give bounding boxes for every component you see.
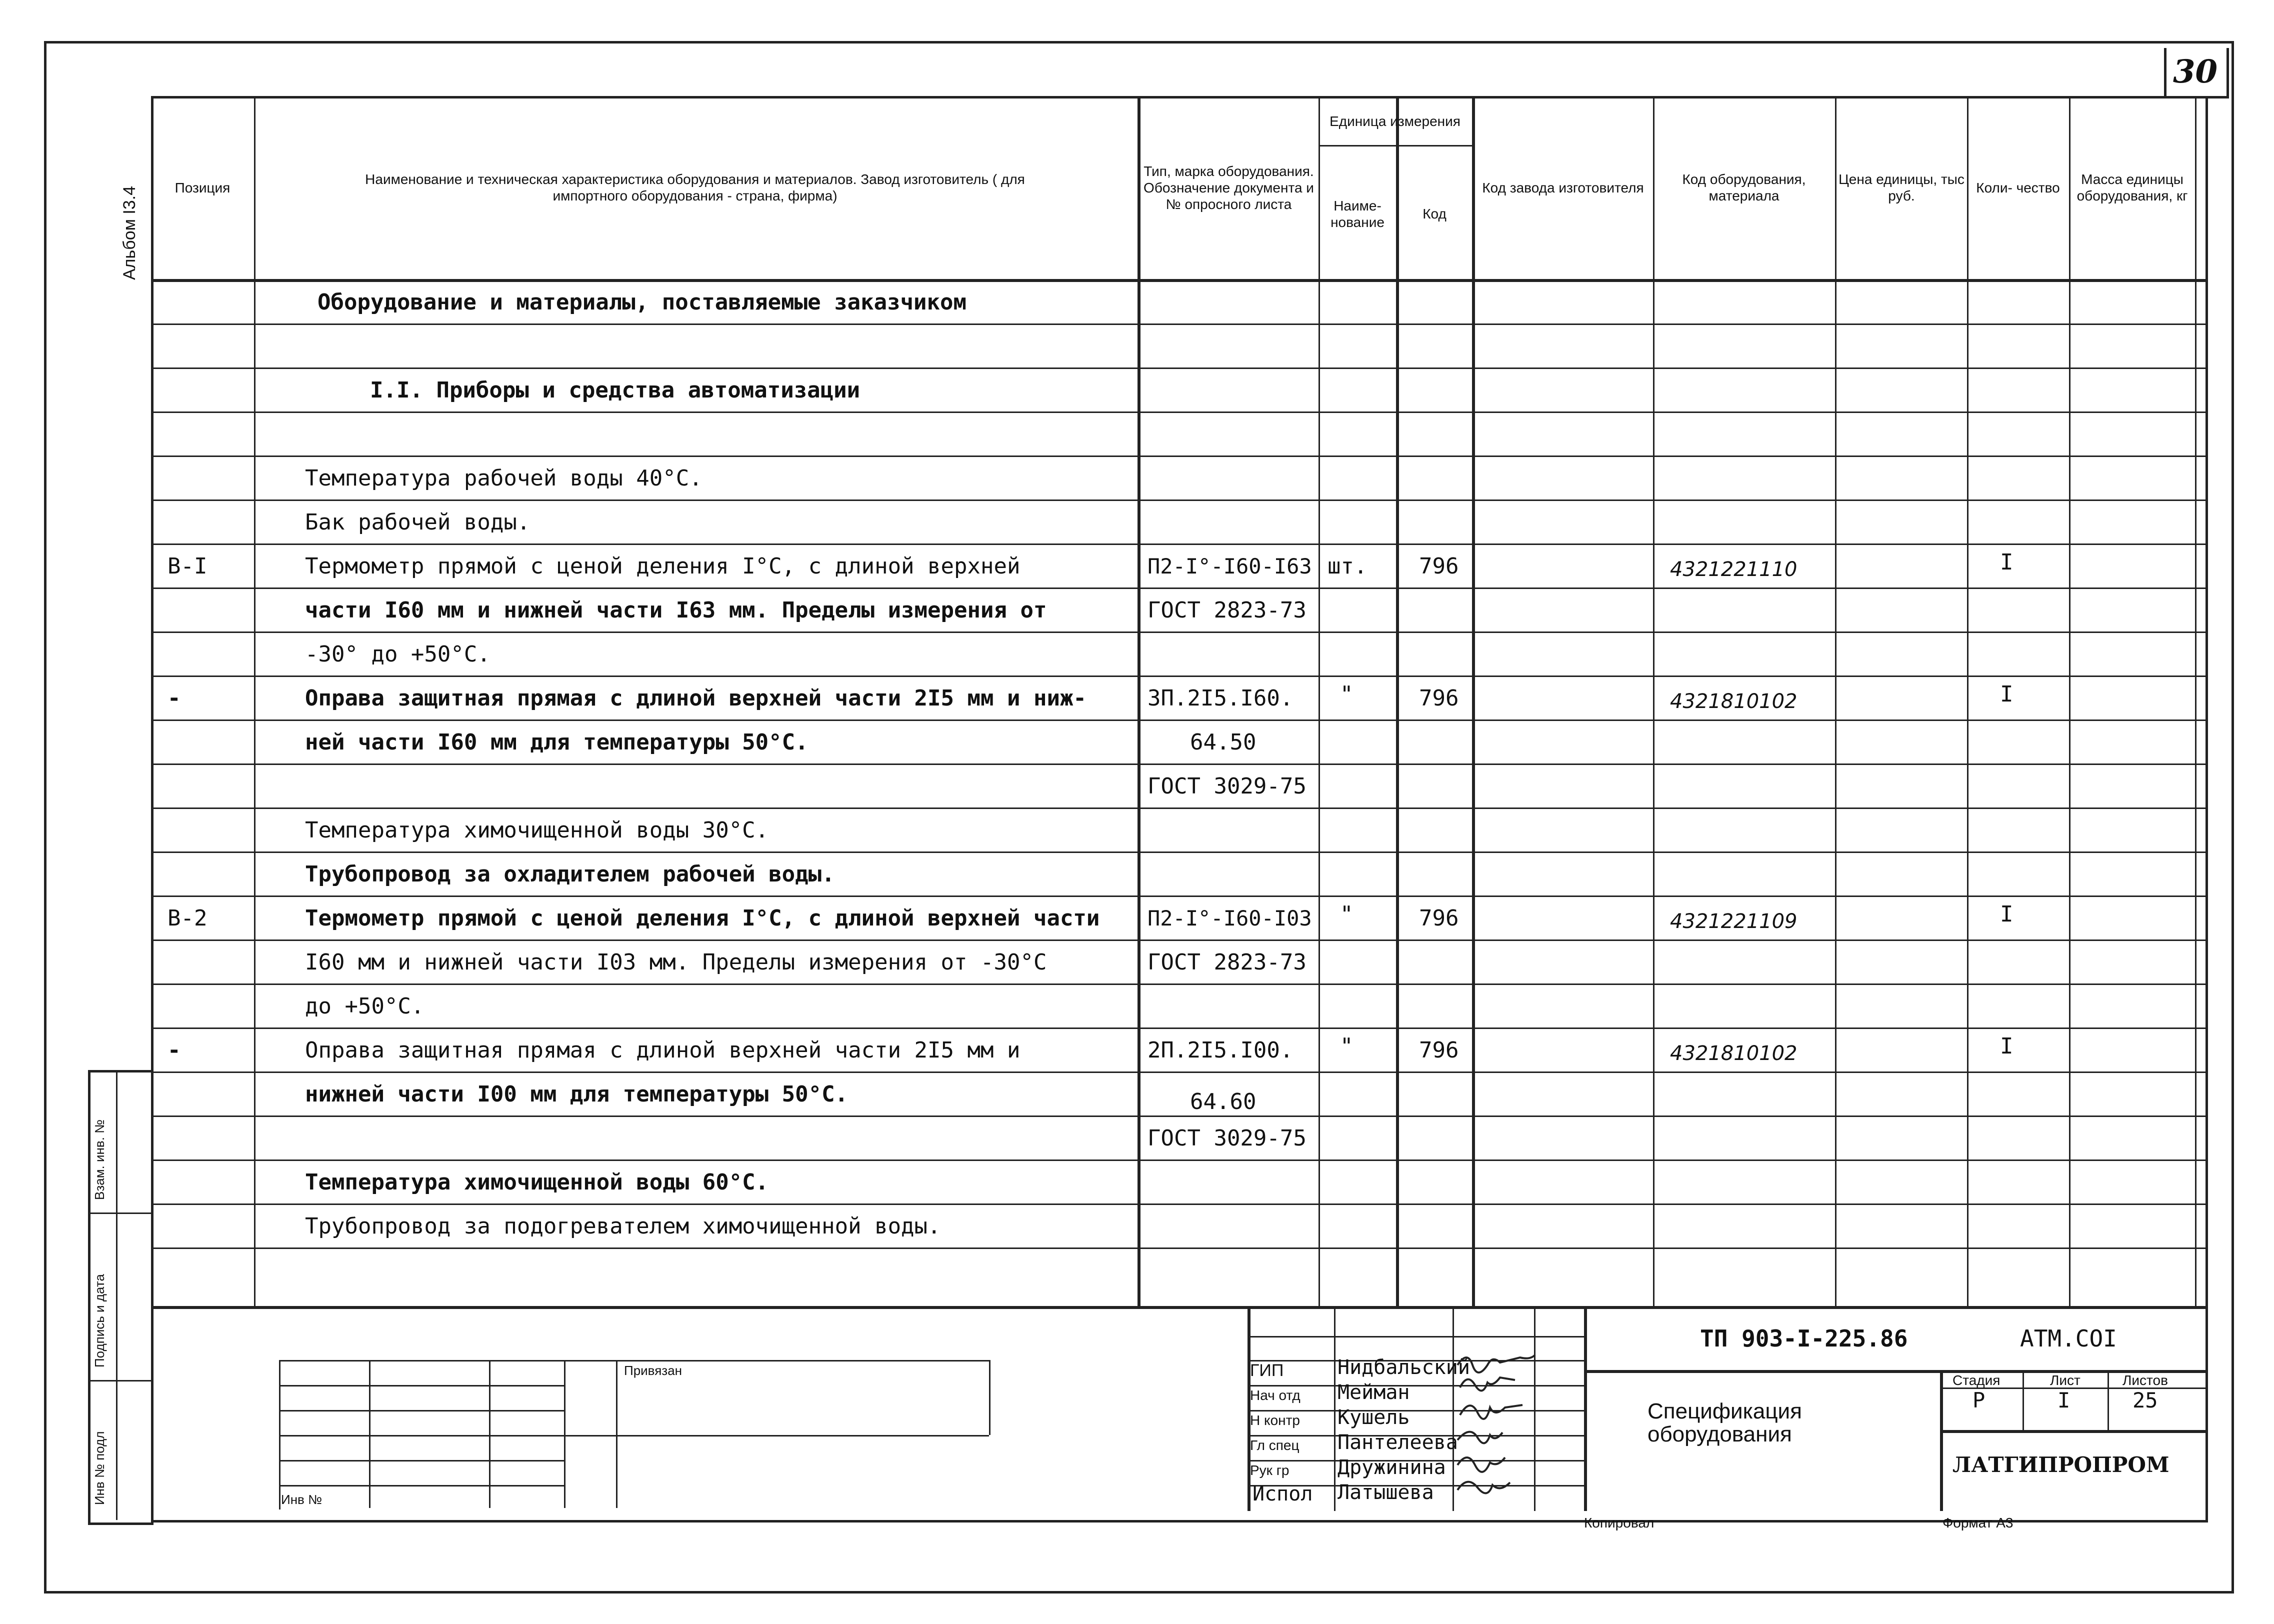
- header-factory-code: Код завода изготовителя: [1482, 180, 1644, 196]
- row-position: В-2: [168, 906, 208, 931]
- row-qty: I: [2000, 550, 2014, 575]
- row-type: 2П.2I5.I00.: [1148, 1038, 1294, 1063]
- podpis-label: Подпись и дата: [92, 1274, 107, 1368]
- row-position: В-I: [168, 554, 208, 579]
- header-mass: Масса единицы оборудования, кг: [2076, 172, 2188, 204]
- row-qty: I: [2000, 902, 2014, 927]
- header-position: Позиция: [174, 180, 230, 196]
- staff-role: Н контр: [1250, 1412, 1300, 1428]
- inv-podl-label: Инв № подл: [92, 1431, 107, 1505]
- row-name: ней части I60 мм для температуры 50°С.: [305, 730, 808, 755]
- row-name: части I60 мм и нижней части I63 мм. Пределы измерения от: [305, 598, 1047, 623]
- header-equip-code: Код оборудования, материала: [1682, 172, 1806, 204]
- row-code: 796: [1419, 906, 1459, 931]
- row-type: ГОСТ 2823-73: [1148, 950, 1306, 975]
- header-price: Цена единицы, тыс руб.: [1838, 172, 1964, 204]
- header-type: Тип, марка оборудования. Обозначение документа и № опросного листа: [1144, 163, 1314, 212]
- header-unit-name: Наиме- нование: [1330, 198, 1384, 230]
- row-type: П2-I°-I60-I63: [1148, 554, 1312, 578]
- organization: ЛАТГИПРОПРОМ: [1952, 1452, 2170, 1477]
- staff-name: Кушель: [1338, 1406, 1410, 1429]
- row-name: Термометр прямой с ценой деления I°С, с длиной верхней части: [305, 906, 1100, 931]
- inv-no-label: Инв №: [281, 1492, 322, 1507]
- row-name: Трубопровод за подогревателем химочищенной воды.: [305, 1214, 941, 1239]
- staff-name: Мейман: [1338, 1381, 1410, 1404]
- staff-role: Гл спец: [1250, 1438, 1300, 1453]
- staff-name: Нидбальский: [1338, 1356, 1470, 1379]
- staff-role: Нач отд: [1250, 1388, 1300, 1403]
- row-name: Температура химочищенной воды 60°С.: [305, 1170, 769, 1195]
- row-type: 64.50: [1190, 730, 1256, 755]
- row-unit: ": [1340, 902, 1354, 927]
- staff-role: ГИП: [1250, 1361, 1284, 1380]
- staff-name: Латышева: [1338, 1481, 1434, 1504]
- row-equip-code: 4321221109: [1670, 910, 1798, 933]
- sheet-value: I: [2058, 1388, 2070, 1412]
- vzam-label: Взам. инв. №: [92, 1119, 107, 1200]
- header-name: Наименование и техническая характеристика оборудования и материалов. Завод изготовитель ( для импортного оборудования - страна, фирма): [365, 172, 1025, 204]
- row-type: П2-I°-I60-I03: [1148, 906, 1312, 930]
- row-name: Оправа защитная прямая с длиной верхней части 2I5 мм и: [305, 1038, 1020, 1063]
- row-code: 796: [1419, 554, 1459, 579]
- stage-value: Р: [1972, 1388, 1986, 1412]
- row-unit: ": [1340, 1034, 1354, 1059]
- row-type: ГОСТ 3029-75: [1148, 774, 1306, 799]
- sheet-label: Лист: [2050, 1372, 2080, 1388]
- staff-name: Пантелеева: [1338, 1431, 1458, 1454]
- row-code: 796: [1419, 686, 1459, 711]
- row-name: Оправа защитная прямая с длиной верхней части 2I5 мм и ниж-: [305, 686, 1086, 711]
- row-qty: I: [2000, 1034, 2014, 1059]
- row-equip-code: 4321221110: [1670, 558, 1798, 581]
- sheets-label: Листов: [2122, 1372, 2168, 1388]
- kopiroval-label: Копировал: [1584, 1515, 1654, 1530]
- header-unit-group: Единица измерения: [1330, 114, 1460, 129]
- row-name: Термометр прямой с ценой деления I°С, с длиной верхней: [305, 554, 1020, 579]
- row-unit: ": [1340, 682, 1354, 707]
- row-name: I60 мм и нижней части I03 мм. Пределы измерения от -30°С: [305, 950, 1047, 975]
- row-name: I.I. Приборы и средства автоматизации: [370, 378, 860, 403]
- row-name: нижней части I00 мм для температуры 50°С.: [305, 1082, 848, 1107]
- staff-role: Рук гр: [1250, 1462, 1290, 1478]
- sheets-value: 25: [2132, 1388, 2158, 1412]
- page-number: 30: [2172, 53, 2218, 90]
- row-name: Температура рабочей воды 40°С.: [305, 466, 702, 491]
- row-type: 64.60: [1190, 1089, 1256, 1114]
- header-qty: Коли- чество: [1976, 180, 2060, 196]
- row-name: Оборудование и материалы, поставляемые заказчиком: [318, 290, 967, 315]
- row-type: 3П.2I5.I60.: [1148, 686, 1294, 711]
- row-name: Трубопровод за охладителем рабочей воды.: [305, 862, 835, 887]
- sheet-code: АТМ.СОI: [2020, 1325, 2117, 1352]
- row-name: Температура химочищенной воды 30°С.: [305, 818, 769, 843]
- stage-label: Стадия: [1952, 1372, 2000, 1388]
- row-equip-code: 4321810102: [1670, 1042, 1798, 1065]
- privyazan-label: Привязан: [624, 1363, 682, 1378]
- row-name: Бак рабочей воды.: [305, 510, 530, 535]
- doc-code: ТП 903-I-225.86: [1700, 1325, 1908, 1352]
- row-name: до +50°С.: [305, 994, 424, 1019]
- header-unit-code: Код: [1422, 206, 1446, 222]
- row-code: 796: [1419, 1038, 1459, 1063]
- row-qty: I: [2000, 682, 2014, 707]
- row-position: -: [168, 1038, 181, 1063]
- doc-title: Спецификация оборудования: [1648, 1399, 1802, 1446]
- row-position: -: [168, 686, 181, 711]
- format-label: Формат А3: [1942, 1515, 2014, 1530]
- row-type: ГОСТ 3029-75: [1148, 1126, 1306, 1151]
- staff-role: Испол: [1252, 1482, 1313, 1506]
- row-type: ГОСТ 2823-73: [1148, 598, 1306, 623]
- signatures: [1452, 1345, 1582, 1510]
- staff-name: Дружинина: [1338, 1456, 1446, 1479]
- album-label: Альбом I3.4: [120, 186, 139, 280]
- row-equip-code: 4321810102: [1670, 690, 1798, 713]
- row-unit: шт.: [1328, 554, 1368, 579]
- row-name: -30° до +50°С.: [305, 642, 490, 667]
